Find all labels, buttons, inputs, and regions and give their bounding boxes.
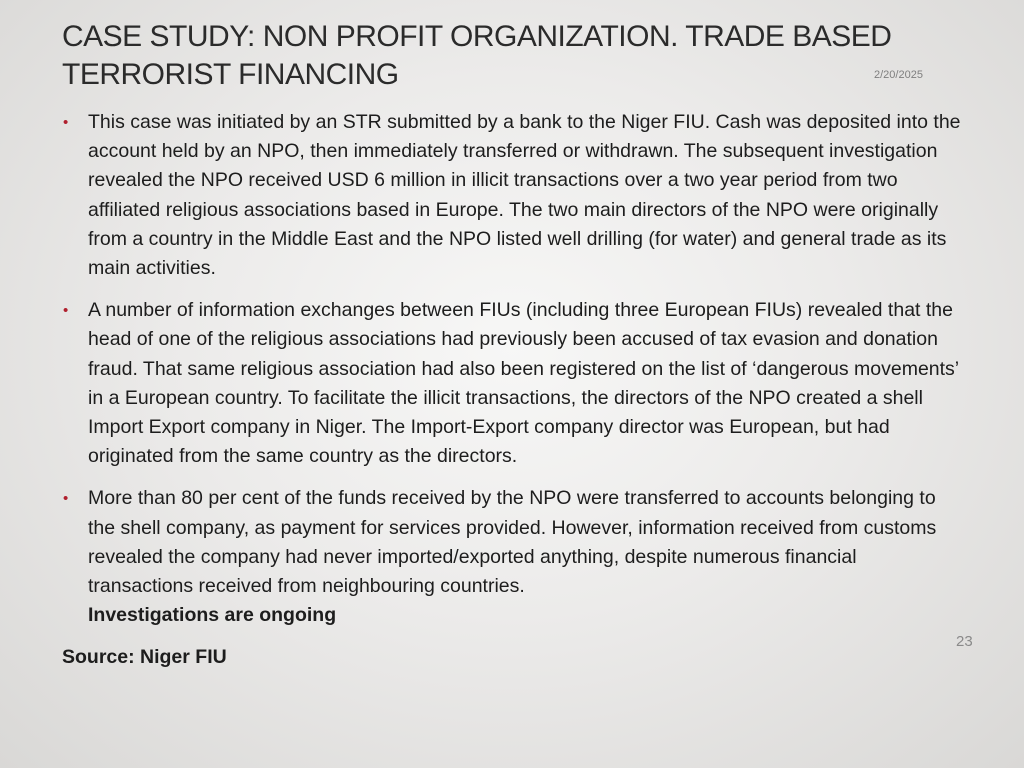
source-citation: Source: Niger FIU: [62, 646, 227, 669]
bullet-text: This case was initiated by an STR submitted by a bank to the Niger FIU. Cash was deposited into the account held by an NPO, then immediately transferred or withdrawn. The subsequent investigation revealed the NPO received USD 6 million in illicit transactions over a two year period from two affiliated religious associations based in Europe. The two main directors of the NPO were originally from a country in the Middle East and the NPO listed well drilling (for water) and general trade as its main activities.: [88, 111, 961, 280]
bullet-item: [62, 484, 967, 630]
bullet-icon: •: [63, 490, 69, 508]
bullet-text: A number of information exchanges between FIUs (including three European FIUs) revealed that the head of one of the religious associations had previously been accused of tax evasion and donation fraud. That same religious association had also been registered on the list of ‘dangerous movements’ in a European country. To facilitate the illicit transactions, the directors of the NPO created a shell Import Export company in Niger. The Import-Export company director was European, but had originated from the same country as the directors.: [88, 299, 959, 468]
page-number: 23: [956, 633, 973, 650]
bullet-emphasis: Investigations are ongoing: [88, 604, 337, 627]
bullet-icon: •: [63, 114, 69, 131]
slide-content: [62, 108, 967, 672]
bullet-item: [62, 296, 967, 471]
bullet-icon: •: [63, 302, 69, 320]
bullet-text: More than 80 per cent of the funds received by the NPO were transferred to accounts belonging to the shell company, as payment for services provided. However, information received from customs revealed the company had never imported/exported anything, despite numerous financial transactions received from neighbouring countries.: [88, 487, 937, 598]
bullet-item: [62, 108, 967, 283]
slide-date: 2/20/2025: [874, 69, 923, 81]
slide-title: CASE STUDY: NON PROFIT ORGANIZATION. TRADE BASED TERRORIST FINANCING: [62, 20, 892, 91]
bullet-list: [62, 108, 967, 630]
